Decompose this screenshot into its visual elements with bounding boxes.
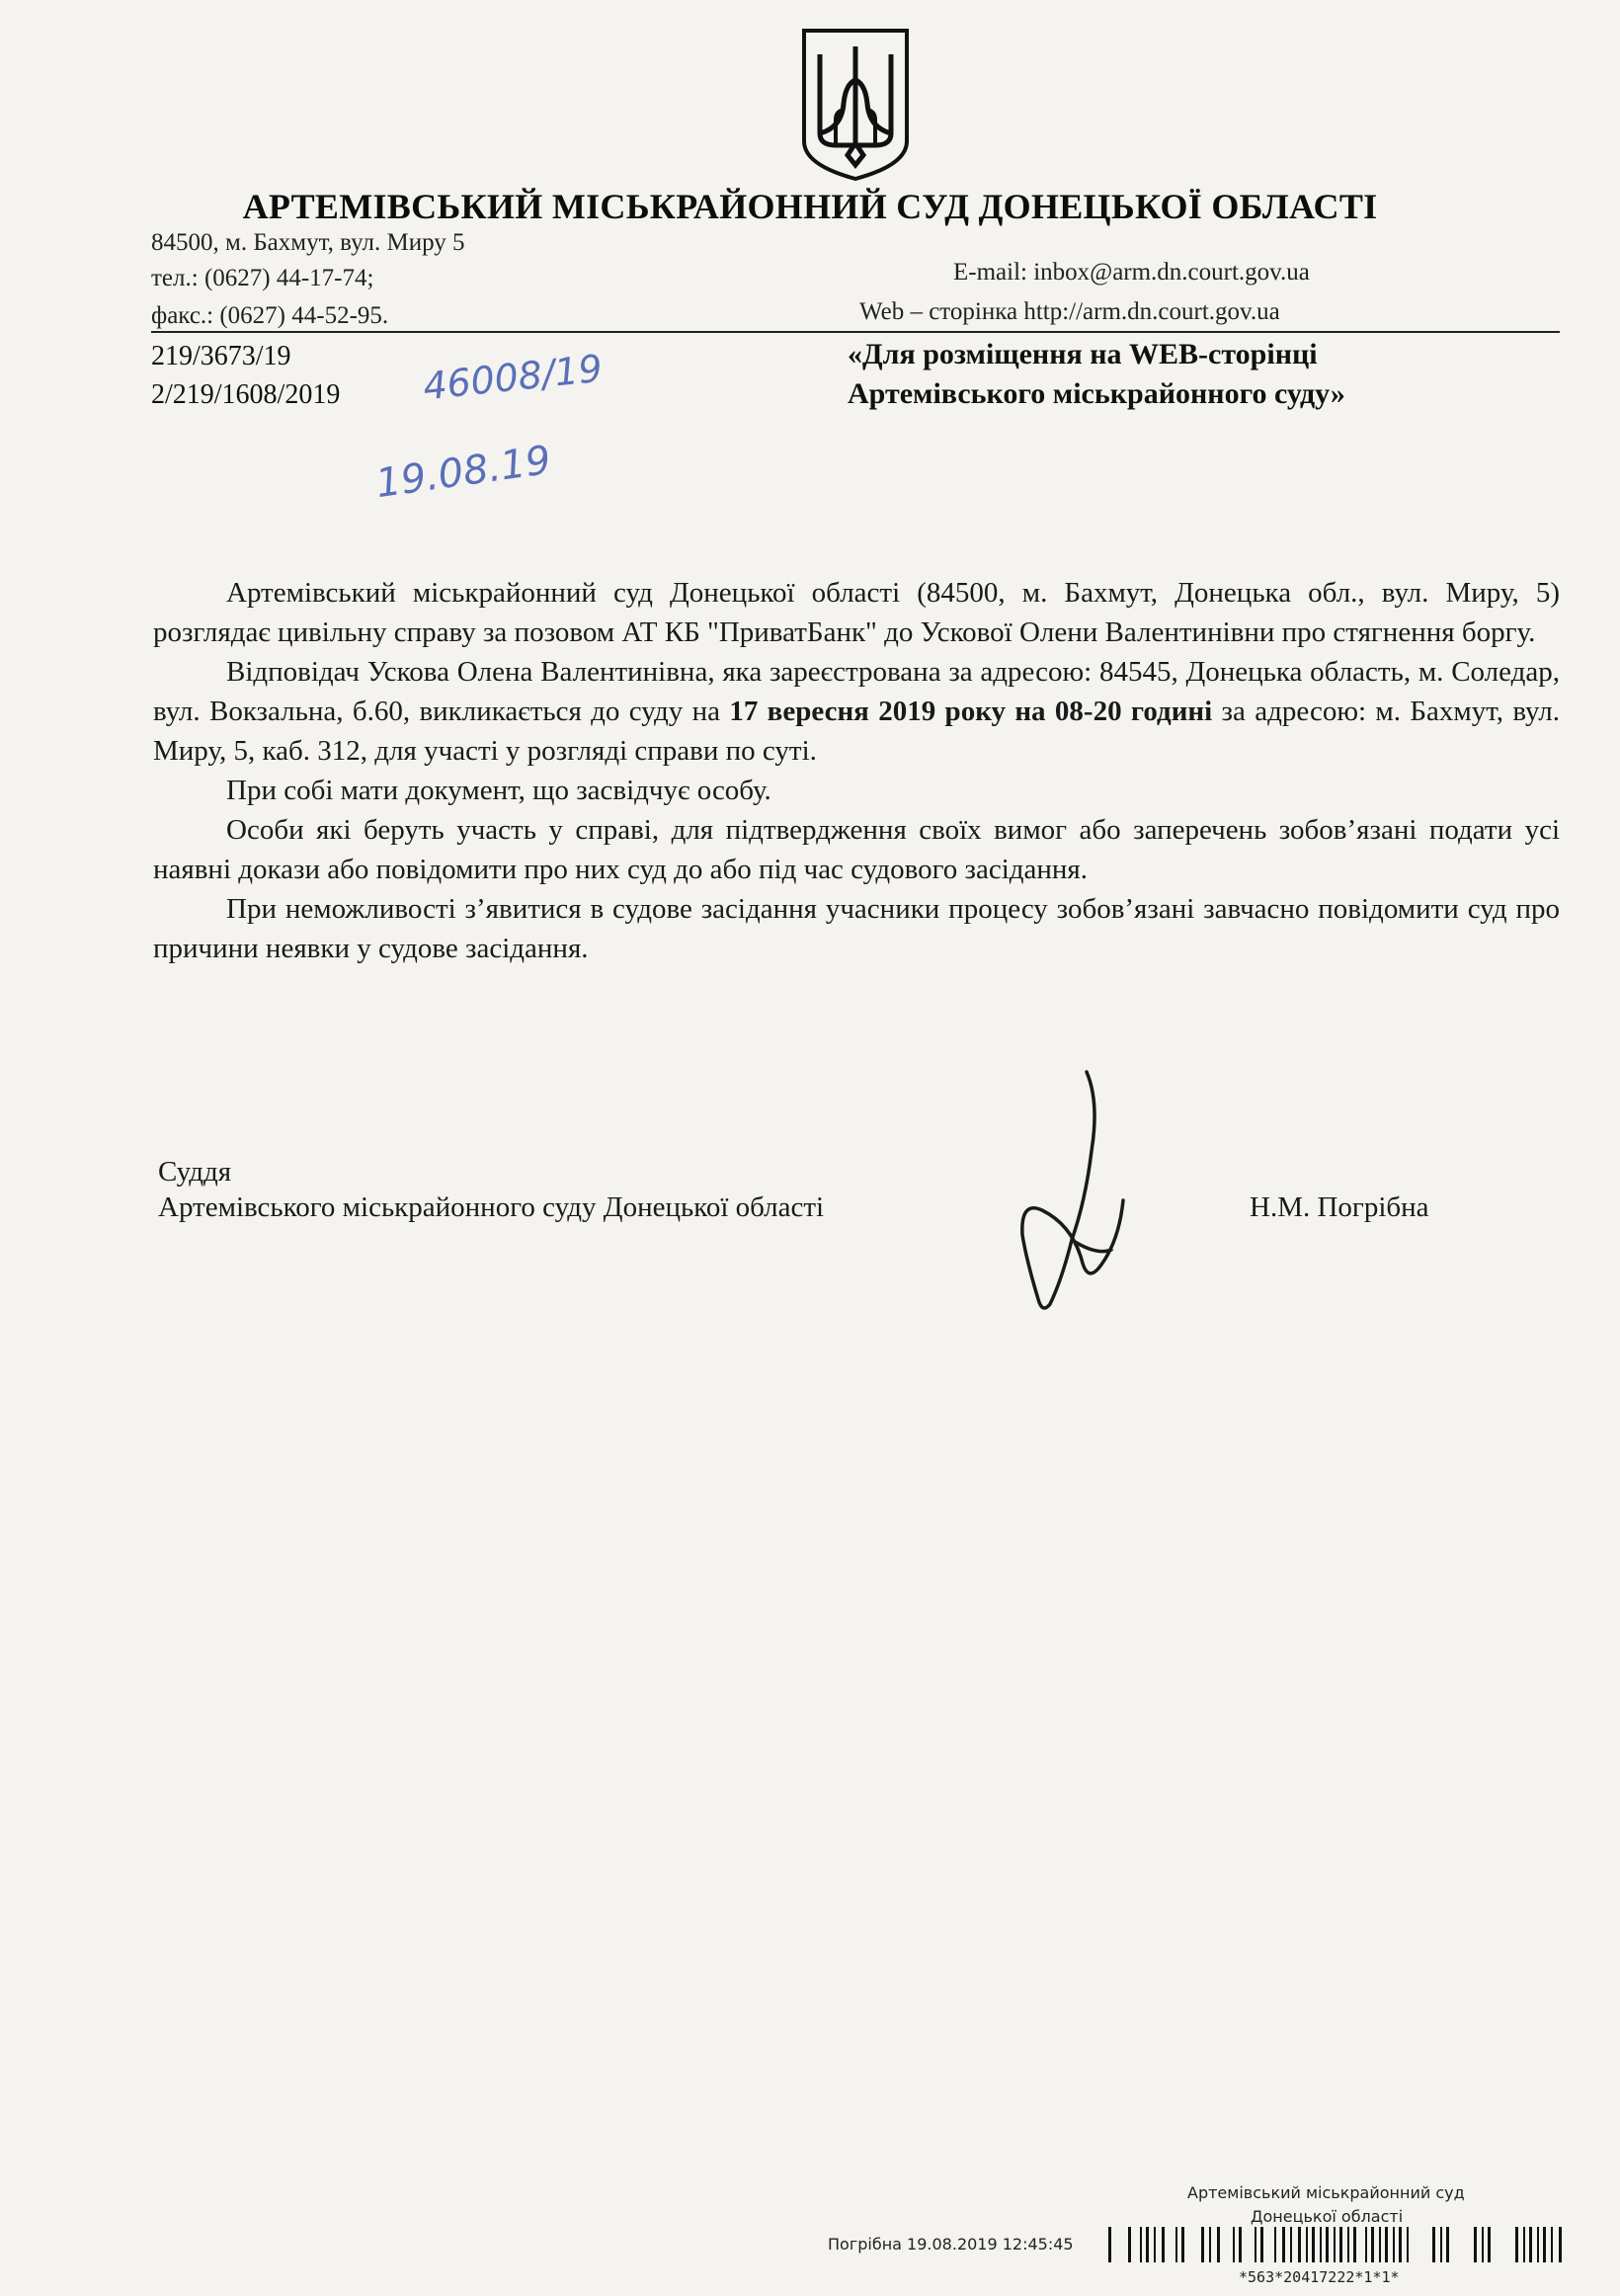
stamp-region: Донецької області xyxy=(1251,2207,1404,2226)
registration-timestamp: Погрібна 19.08.2019 12:45:45 xyxy=(828,2235,1074,2254)
notice-body xyxy=(153,573,1560,968)
paragraph-summons xyxy=(153,652,1560,771)
paragraph-lawsuit: Артемівський міськрайонний суд Донецької області (84500, м. Бахмут, Донецька обл., вул. Миру, 5) розглядає цивільну справу за позовом АТ КБ "ПриватБанк" до Ускової Олени Валентинівни про стягнення боргу. xyxy=(153,577,1560,648)
case-number: 219/3673/19 xyxy=(151,341,291,371)
judge-signature-icon xyxy=(1003,1062,1161,1319)
summons-text-end: за адресою: м. Бахмут, вул. Миру, 5, каб. 312, для участі у розгляді справи по суті. xyxy=(153,696,1560,767)
court-fax: факс.: (0627) 44-52-95. xyxy=(151,302,389,329)
trident-emblem-icon xyxy=(796,25,915,183)
hearing-date-time: 17 вересня 2019 року на 08-20 годині xyxy=(729,696,1213,727)
court-address: 84500, м. Бахмут, вул. Миру 5 xyxy=(151,229,465,256)
handwritten-incoming-number: 46008/19 xyxy=(421,346,605,409)
stamp-court-name: Артемівський міськрайонний суд xyxy=(1187,2183,1465,2202)
paragraph-id-document: При собі мати документ, що засвідчує особу. xyxy=(226,775,771,806)
signature-court: Артемівського міськрайонного суду Донецької області xyxy=(158,1191,825,1223)
notice-line-1: «Для розміщення на WEB-сторінці xyxy=(848,338,1318,370)
signature-title: Суддя xyxy=(158,1156,232,1188)
court-email: E-mail: inbox@arm.dn.court.gov.ua xyxy=(953,259,1310,286)
summons-text-start: Відповідач Ускова Олена Валентинівна, яка зареєстрована за адресою: 84545, Донецька область, м. Соледар, вул. Вокзальна, б.60, викликається до суду на xyxy=(153,656,1560,727)
handwritten-date: 19.08.19 xyxy=(372,437,554,508)
barcode-icon xyxy=(1106,2227,1571,2262)
notice-line-2: Артемівського міськрайонного суду» xyxy=(848,377,1345,410)
judge-name: Н.М. Погрібна xyxy=(1250,1191,1429,1223)
barcode-number: *563*20417222*1*1* xyxy=(1239,2268,1400,2286)
court-phone: тел.: (0627) 44-17-74; xyxy=(151,265,374,291)
proceeding-number: 2/219/1608/2019 xyxy=(151,379,341,410)
paragraph-absence: При неможливості з’явитися в судове засідання учасники процесу зобов’язані завчасно повідомити суд про причини неявки у судове засідання. xyxy=(153,893,1560,964)
court-title: АРТЕМІВСЬКИЙ МІСЬКРАЙОННИЙ СУД ДОНЕЦЬКОЇ ОБЛАСТІ xyxy=(242,187,1378,226)
paragraph-evidence: Особи які беруть участь у справі, для підтвердження своїх вимог або заперечень зобов’язані подати усі наявні докази або повідомити про них суд до або під час судового засідання. xyxy=(153,814,1560,885)
court-website: Web – сторінка http://arm.dn.court.gov.ua xyxy=(859,298,1280,325)
header-divider xyxy=(151,331,1560,333)
